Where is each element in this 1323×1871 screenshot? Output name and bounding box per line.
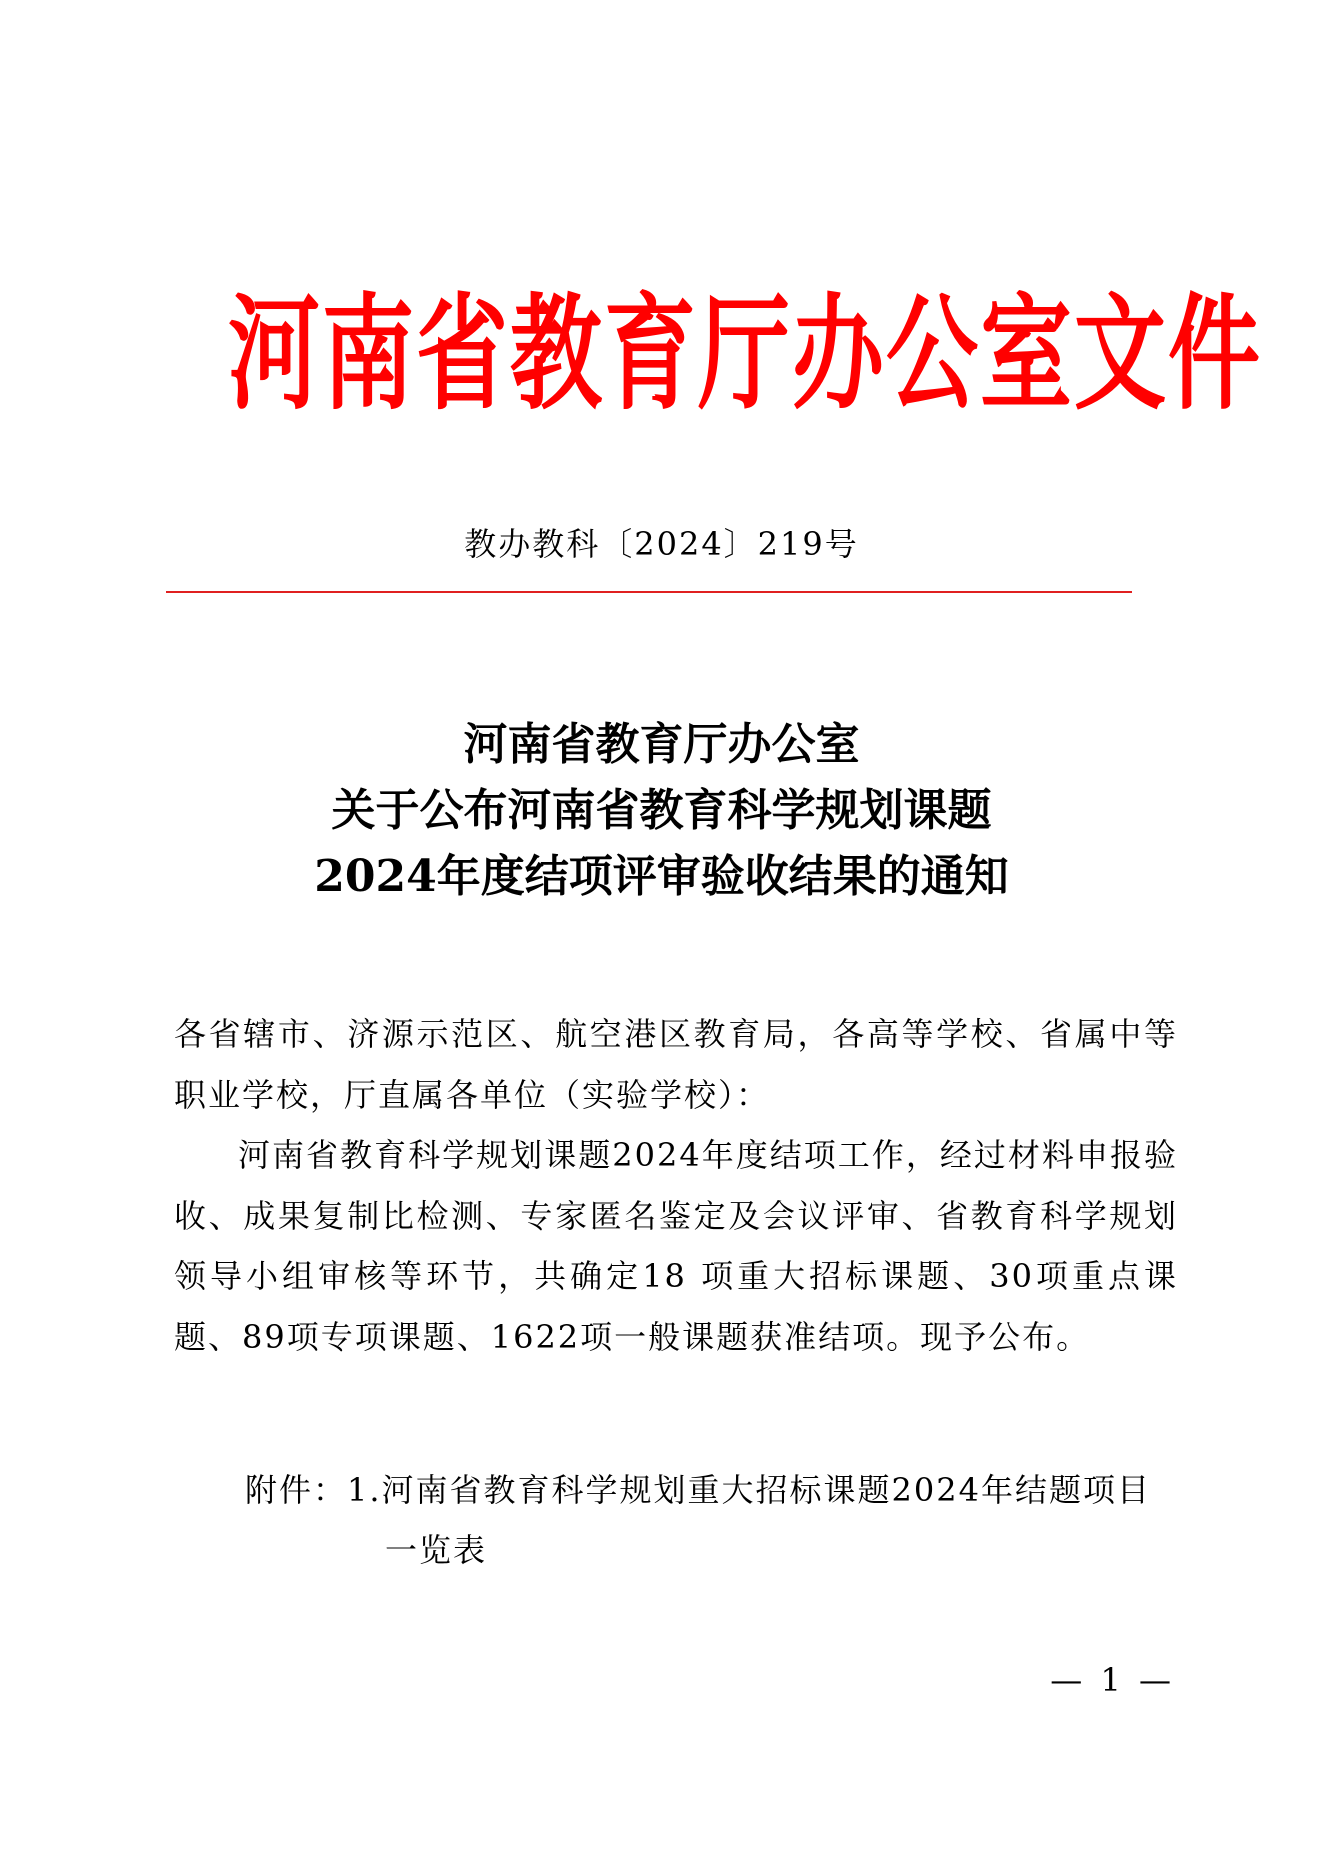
body-paragraph: 河南省教育科学规划课题2024年度结项工作，经过材料申报验收、成果复制比检测、专家匿名鉴定及会议评审、省教育科学规划领导小组审核等环节，共确定18 项重大招标课题、30项重点课题、89项专项课题、1622项一般课题获准结项。现予公布。 bbox=[174, 1136, 1178, 1356]
notice-title-line-3: 2024年度结项评审验收结果的通知 bbox=[314, 851, 1009, 902]
attachment-list bbox=[245, 1460, 1180, 1580]
attachment-item-1: 附件：1.河南省教育科学规划重大招标课题2024年结题项目 bbox=[245, 1471, 1151, 1509]
red-divider-line bbox=[166, 591, 1132, 593]
notice-title-line-2: 关于公布河南省教育科学规划课题 bbox=[331, 785, 992, 836]
document-number: 教办教科〔2024〕219号 bbox=[464, 525, 859, 563]
body-text bbox=[174, 1004, 1178, 1367]
page-number: — 1 — bbox=[1050, 1661, 1175, 1699]
attachment-item-1-continued: 一览表 bbox=[385, 1531, 488, 1569]
salutation: 各省辖市、济源示范区、航空港区教育局，各高等学校、省属中等职业学校，厅直属各单位（实验学校）： bbox=[174, 1015, 1178, 1114]
notice-title bbox=[0, 712, 1323, 910]
notice-title-line-1: 河南省教育厅办公室 bbox=[463, 719, 860, 770]
document-header-title: 河南省教育厅办公室文件 bbox=[228, 282, 1263, 427]
